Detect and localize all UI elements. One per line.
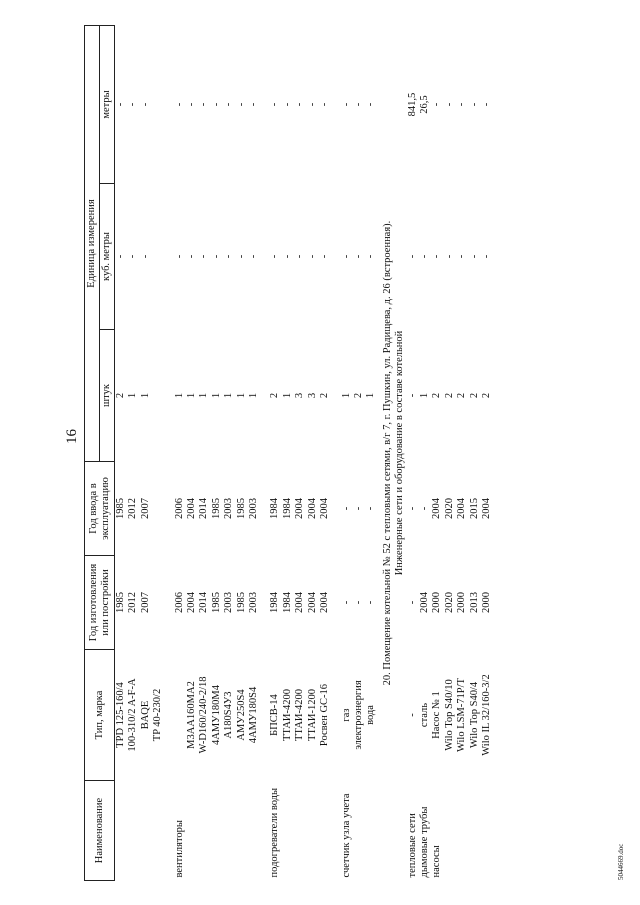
header-pcs: штук [100, 330, 115, 462]
row-cubic: - [431, 254, 443, 259]
row-brand [174, 650, 186, 781]
spacer-row [332, 26, 341, 881]
row-year-made: 2003 [223, 592, 235, 613]
row-year-made: 2006 [173, 592, 185, 613]
row-year-made: 2012 [127, 592, 139, 613]
table-row [431, 26, 443, 881]
row-cubic: - [223, 254, 235, 259]
table-row [269, 26, 281, 881]
file-footer: 5044669.doc [617, 843, 625, 880]
row-brand: 4АМУ180М4 [210, 685, 222, 745]
row-year-in-service: 2003 [248, 498, 260, 519]
row-year-in-service: - [340, 506, 352, 511]
row-meters: - [235, 102, 247, 107]
row-cubic [152, 184, 164, 330]
row-meters: - [443, 102, 455, 107]
row-pcs: 1 [173, 392, 185, 399]
row-year-made: 2000 [431, 592, 443, 613]
row-year-made [152, 556, 164, 650]
row-meters: - [468, 102, 480, 107]
row-pcs: 2 [443, 392, 455, 399]
section-title: 20. Помещение котельной № 52 с тепловыми сетями, в/г 7, г. Пушкин, ул. Радищева, д. 26 (встроенная). [381, 220, 393, 686]
row-year-in-service: 1985 [235, 498, 247, 519]
row-pcs: 2 [468, 392, 480, 399]
row-brand: ТТАИ-1200 [306, 689, 318, 741]
row-pcs: 1 [418, 392, 430, 399]
table-row [248, 26, 260, 881]
row-year-made: 2013 [468, 592, 480, 613]
header-cubic: куб. метры [100, 184, 115, 330]
row-name [152, 781, 164, 881]
row-pcs [152, 330, 164, 462]
row-pcs: 1 [139, 392, 151, 399]
row-year-in-service: 2014 [198, 498, 210, 519]
row-name [198, 781, 210, 881]
row-year-made: 2004 [418, 592, 430, 613]
row-meters: - [139, 102, 151, 107]
row-name: насосы [431, 845, 443, 878]
table-row [456, 26, 468, 881]
row-meters: - [248, 102, 260, 107]
row-name [223, 781, 235, 881]
table-row [419, 26, 431, 881]
row-brand: электроэнергия [352, 680, 364, 750]
row-pcs: 2 [456, 392, 468, 399]
row-name [353, 781, 365, 881]
header-units: Единица измерения [85, 26, 100, 462]
row-year-in-service: 2004 [306, 498, 318, 519]
page-number: 16 [64, 429, 80, 444]
row-year-made: 2004 [306, 592, 318, 613]
row-meters: - [306, 102, 318, 107]
row-cubic: - [456, 254, 468, 259]
row-meters: - [210, 102, 222, 107]
table-row [307, 26, 319, 881]
row-pcs: 2 [352, 392, 364, 399]
row-pcs: 1 [340, 392, 352, 399]
row-name [365, 781, 377, 881]
row-pcs: 2 [431, 392, 443, 399]
row-brand: TP 40-230/2 [152, 688, 164, 742]
row-name [186, 781, 198, 881]
row-year-in-service: 2004 [456, 498, 468, 519]
table-row [365, 26, 377, 881]
row-year-made: 2004 [294, 592, 306, 613]
row-pcs: 2 [115, 392, 126, 399]
row-pcs: 1 [248, 392, 260, 399]
row-cubic: - [418, 254, 430, 259]
equipment-table [84, 25, 493, 881]
row-pcs: 1 [198, 392, 210, 399]
row-year-made: - [340, 600, 352, 605]
row-year-made: 2014 [198, 592, 210, 613]
row-year-made: 1985 [235, 592, 247, 613]
row-name [140, 781, 152, 881]
row-pcs: 3 [306, 392, 318, 399]
row-brand: Росвен GC-16 [319, 683, 331, 747]
header-meters: метры [100, 26, 115, 184]
row-pcs: 1 [365, 392, 377, 399]
row-brand: вода [365, 705, 377, 725]
row-meters: - [340, 102, 352, 107]
row-meters: - [269, 102, 281, 107]
row-meters: 841,5 [406, 92, 418, 117]
row-year-made: - [352, 600, 364, 605]
row-year-made: 2004 [186, 592, 198, 613]
row-name: вентиляторы [173, 820, 185, 878]
spacer-row [260, 26, 269, 881]
row-meters: - [456, 102, 468, 107]
row-cubic: - [173, 254, 185, 259]
row-year-in-service: 2004 [431, 498, 443, 519]
row-brand: А180S4У3 [223, 691, 235, 739]
row-brand: Насос № 1 [431, 691, 443, 739]
row-cubic: - [306, 254, 318, 259]
row-name [307, 781, 319, 881]
row-year-in-service: 1985 [115, 498, 126, 519]
spacer-cell [332, 26, 341, 881]
row-cubic: - [210, 254, 222, 259]
table-body-equipment [115, 26, 378, 881]
row-pcs: 2 [269, 392, 281, 399]
row-year-in-service: - [418, 506, 430, 511]
row-brand: Wilo Top S40/4 [468, 681, 480, 749]
row-cubic: - [281, 254, 293, 259]
row-name: счетчик узла учета [340, 793, 352, 878]
row-name [481, 781, 493, 881]
row-meters: - [127, 102, 139, 107]
row-name [456, 781, 468, 881]
row-year-made: 1984 [269, 592, 281, 613]
table-row [198, 26, 210, 881]
row-year-made: 2007 [139, 592, 151, 613]
table-row [223, 26, 235, 881]
row-meters: - [365, 102, 377, 107]
table-row [319, 26, 331, 881]
row-meters: - [115, 102, 126, 107]
row-meters: - [198, 102, 210, 107]
row-cubic: - [406, 254, 418, 259]
table-row [211, 26, 223, 881]
table-row [127, 26, 139, 881]
row-cubic: - [186, 254, 198, 259]
row-cubic: - [139, 254, 151, 259]
row-pcs: 1 [127, 392, 139, 399]
row-year-made: - [406, 600, 418, 605]
spacer-cell [260, 26, 269, 881]
row-brand: 100-310/2 A-F-A [127, 678, 139, 752]
table-row [152, 26, 164, 881]
row-cubic: - [340, 254, 352, 259]
row-year-in-service: - [406, 506, 418, 511]
row-meters: 26,5 [418, 95, 430, 114]
row-name [444, 781, 456, 881]
row-brand: BAQE [139, 700, 151, 730]
row-name [282, 781, 294, 881]
row-cubic: - [480, 254, 492, 259]
row-brand: Wilo IL 32/160-3/2 [480, 674, 492, 756]
table-row [341, 26, 353, 881]
row-year-in-service: 2012 [127, 498, 139, 519]
row-brand: газ [340, 708, 352, 722]
row-year-in-service: 2007 [139, 498, 151, 519]
row-year-made: - [365, 600, 377, 605]
row-brand: 4АМУ180S4 [248, 686, 260, 744]
row-year-made: 1985 [115, 592, 126, 613]
row-name [248, 781, 260, 881]
row-name [211, 781, 223, 881]
row-pcs: 1 [186, 392, 198, 399]
row-pcs: 2 [319, 392, 331, 399]
row-cubic: - [235, 254, 247, 259]
row-name [294, 781, 306, 881]
row-pcs: 1 [223, 392, 235, 399]
row-year-in-service: 2015 [468, 498, 480, 519]
header-brand: Тип, марка [85, 650, 115, 781]
row-brand: сталь [418, 702, 430, 728]
row-cubic: - [198, 254, 210, 259]
row-brand: ТТАИ-4200 [294, 689, 306, 741]
row-year-made: 2020 [443, 592, 455, 613]
row-meters: - [480, 102, 492, 107]
row-year-in-service: 2020 [443, 498, 455, 519]
row-year-in-service: 2004 [480, 498, 492, 519]
row-name [319, 781, 331, 881]
row-meters: - [186, 102, 198, 107]
row-cubic: - [352, 254, 364, 259]
header-name: Наименование [85, 781, 115, 881]
row-year-made: 1984 [281, 592, 293, 613]
table-row [174, 26, 186, 881]
row-cubic: - [127, 254, 139, 259]
row-pcs: 3 [294, 392, 306, 399]
table-row [444, 26, 456, 881]
row-name [469, 781, 481, 881]
row-year-in-service: 1984 [281, 498, 293, 519]
row-year-made: 2000 [480, 592, 492, 613]
table-row [115, 26, 128, 881]
row-brand: АМУ250S4 [235, 689, 247, 741]
section-header [378, 26, 407, 881]
row-cubic: - [365, 254, 377, 259]
row-meters [152, 26, 164, 184]
row-name [115, 781, 128, 881]
row-cubic: - [269, 254, 281, 259]
row-year-in-service: 1985 [210, 498, 222, 519]
row-meters: - [431, 102, 443, 107]
row-brand: Wilo Top S40/10 [443, 679, 455, 751]
row-brand: Wilo LSM-71P/T [456, 678, 468, 752]
row-year-in-service: 2004 [294, 498, 306, 519]
row-name [236, 781, 248, 881]
row-cubic: - [294, 254, 306, 259]
table-row [353, 26, 365, 881]
table-row [407, 26, 419, 881]
table-row [469, 26, 481, 881]
row-year-in-service: 2004 [319, 498, 331, 519]
row-cubic: - [248, 254, 260, 259]
row-year-in-service: 2003 [223, 498, 235, 519]
row-cubic: - [115, 254, 126, 259]
row-meters: - [223, 102, 235, 107]
row-pcs: 2 [480, 392, 492, 399]
spacer-row [165, 26, 174, 881]
row-name: дымовые трубы [418, 806, 430, 878]
row-meters: - [294, 102, 306, 107]
table-body-boiler-room [407, 26, 494, 881]
row-cubic: - [468, 254, 480, 259]
row-brand: - [406, 713, 418, 717]
table-row [481, 26, 493, 881]
section-subtitle: Инженерные сети и оборудование в составе котельной [394, 330, 406, 576]
table-row [236, 26, 248, 881]
table-row [140, 26, 152, 881]
row-year-in-service: 2006 [173, 498, 185, 519]
row-year-made: 1985 [210, 592, 222, 613]
spacer-cell [165, 26, 174, 881]
row-year-in-service [152, 462, 164, 556]
row-brand: W-D160/240-2/18 [198, 676, 210, 754]
row-year-in-service: - [365, 506, 377, 511]
equipment-table-sheet [84, 26, 609, 881]
row-year-in-service: 1984 [269, 498, 281, 519]
header-year-in-service: Год ввода в эксплуатацию [85, 462, 115, 556]
table-header [85, 26, 115, 881]
row-brand: ТТАИ-4200 [281, 689, 293, 741]
row-cubic: - [319, 254, 331, 259]
header-year-made: Год изготовления или постройки [85, 556, 115, 650]
row-year-in-service: 2004 [186, 498, 198, 519]
row-brand: БПСВ-14 [269, 694, 281, 736]
row-pcs: 1 [210, 392, 222, 399]
row-meters: - [281, 102, 293, 107]
row-meters: - [352, 102, 364, 107]
table-row [294, 26, 306, 881]
row-name [127, 781, 139, 881]
row-year-made: 2003 [248, 592, 260, 613]
table-row [282, 26, 294, 881]
row-pcs: 1 [235, 392, 247, 399]
row-name: тепловые сети [406, 813, 418, 878]
row-pcs: - [406, 393, 418, 398]
row-brand: TPD 125-160/4 [115, 682, 126, 748]
row-pcs: 1 [281, 392, 293, 399]
row-year-in-service: - [352, 506, 364, 511]
table-row [186, 26, 198, 881]
row-meters: - [319, 102, 331, 107]
row-year-made: 2004 [319, 592, 331, 613]
row-year-made: 2000 [456, 592, 468, 613]
row-name: подогреватели воды [269, 787, 281, 878]
row-brand: М3АА160МА2 [186, 681, 198, 749]
row-cubic: - [443, 254, 455, 259]
row-meters: - [173, 102, 185, 107]
